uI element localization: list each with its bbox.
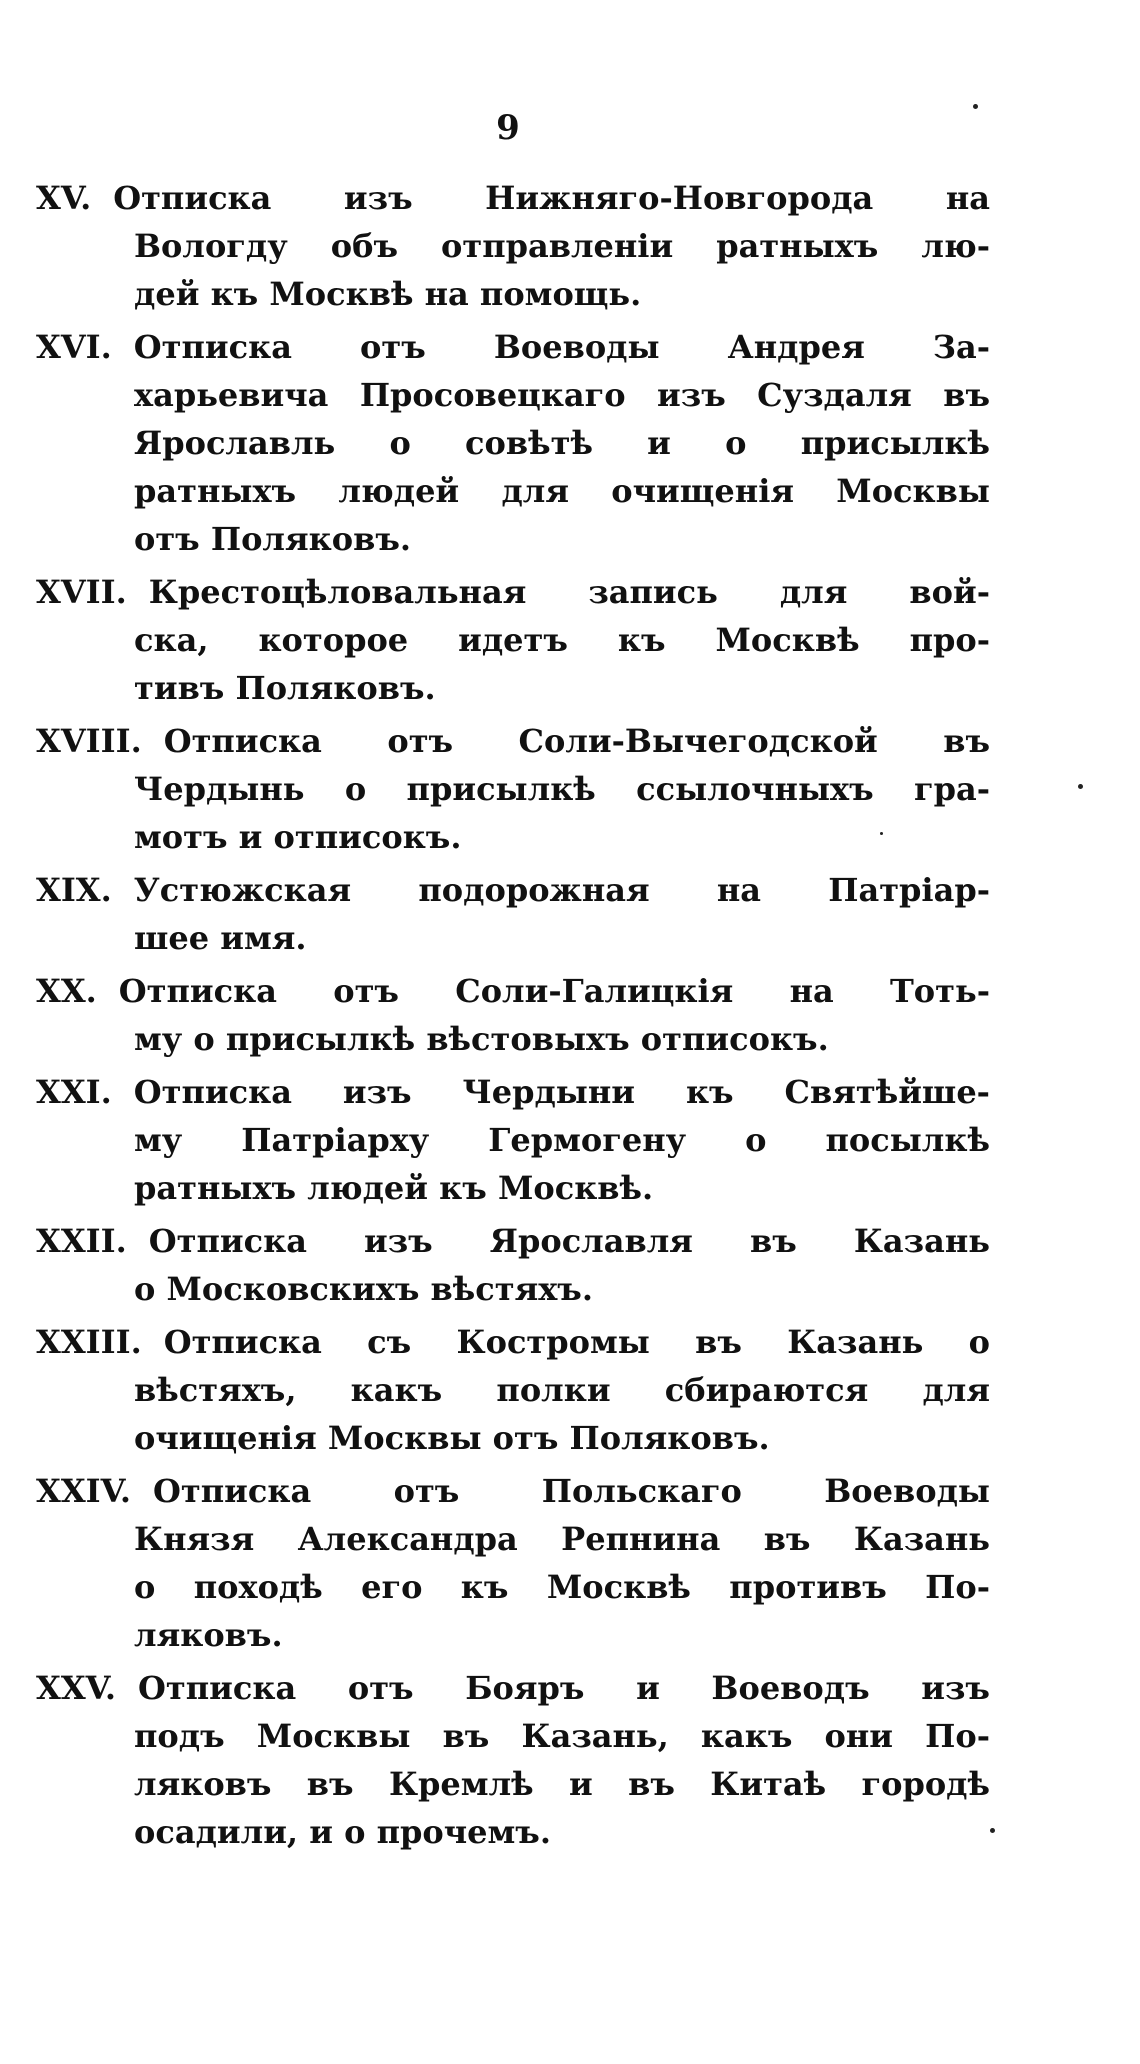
entry-line [36,1366,990,1414]
entry-line [36,616,990,664]
list-item [36,568,990,712]
entry-line [36,568,990,616]
entry-text: Крестоцѣловальная запись для вой- [148,573,990,611]
entry-number: XXIV. [36,1472,131,1510]
entry-text: Отписка изъ Чердыни къ Святѣйше- [133,1073,990,1111]
print-speck [880,832,883,835]
entry-text: очищенія Москвы отъ Поляковъ. [134,1419,770,1457]
print-speck [973,104,978,109]
entry-text: дей къ Москвѣ на помощь. [134,275,642,313]
entry-text: Вологду объ отправленіи ратныхъ лю- [134,227,990,265]
entry-text: Отписка съ Костромы въ Казань о [163,1323,990,1361]
list-item [36,1318,990,1462]
entry-text: мотъ и отписокъ. [134,818,462,856]
entry-text: шее имя. [134,919,307,957]
entry-text: тивъ Поляковъ. [134,669,436,707]
entry-line [36,1664,990,1712]
entry-text: ратныхъ людей для очищенія Москвы [134,472,990,510]
table-of-contents [36,174,990,1861]
entry-number: XIX. [36,871,112,909]
entry-line [36,866,990,914]
entry-line [36,1265,990,1313]
list-item [36,1217,990,1313]
entry-number: XV. [36,179,92,217]
entry-text: Отписка отъ Польскаго Воеводы [153,1472,990,1510]
list-item [36,174,990,318]
entry-line [36,1808,990,1856]
print-speck [990,1828,995,1833]
entry-line [36,664,990,712]
entry-text: Чердынь о присылкѣ ссылочныхъ гра- [134,770,990,808]
list-item [36,967,990,1063]
entry-text: Отписка отъ Соли-Вычегодской въ [163,722,990,760]
entry-line [36,1712,990,1760]
entry-line [36,1116,990,1164]
entry-text: Отписка отъ Бояръ и Воеводъ изъ [138,1669,990,1707]
entry-text: подъ Москвы въ Казань, какъ они По- [134,1717,990,1755]
entry-line [36,717,990,765]
entry-text: Отписка изъ Нижняго-Новгорода на [113,179,990,217]
entry-number: XXI. [36,1073,112,1111]
entry-number: XVI. [36,328,112,366]
entry-line [36,270,990,318]
entry-line [36,222,990,270]
list-item [36,717,990,861]
entry-number: XVIII. [36,722,142,760]
entry-text: харьевича Просовецкаго изъ Суздаля въ [134,376,990,414]
entry-number: XXIII. [36,1323,142,1361]
entry-text: ляковъ въ Кремлѣ и въ Китаѣ городѣ [134,1765,990,1803]
list-item [36,323,990,563]
entry-line [36,1164,990,1212]
entry-text: му о присылкѣ вѣстовыхъ отписокъ. [134,1020,829,1058]
entry-number: XXV. [36,1669,117,1707]
entry-text: Князя Александра Репнина въ Казань [134,1520,990,1558]
entry-text: ска, которое идетъ къ Москвѣ про- [134,621,990,659]
entry-text: вѣстяхъ, какъ полки сбираются для [134,1371,990,1409]
entry-line [36,1318,990,1366]
entry-line [36,371,990,419]
entry-line [36,765,990,813]
entry-number: XX. [36,972,97,1010]
entry-number: XXII. [36,1222,127,1260]
entry-text: о походѣ его къ Москвѣ противъ По- [134,1568,990,1606]
entry-line [36,967,990,1015]
entry-line [36,515,990,563]
list-item [36,1068,990,1212]
print-speck [1078,784,1083,789]
entry-text: му Патріарху Гермогену о посылкѣ [134,1121,990,1159]
entry-line [36,1760,990,1808]
entry-text: Ярославль о совѣтѣ и о присылкѣ [134,424,990,462]
entry-text: Отписка отъ Воеводы Андрея За- [133,328,990,366]
entry-line [36,1467,990,1515]
entry-line [36,174,990,222]
entry-line [36,1515,990,1563]
entry-text: ратныхъ людей къ Москвѣ. [134,1169,654,1207]
entry-text: отъ Поляковъ. [134,520,411,558]
entry-text: Отписка отъ Соли-Галицкія на Тоть- [118,972,990,1010]
list-item [36,1467,990,1659]
entry-line [36,1015,990,1063]
entry-text: ляковъ. [134,1616,283,1654]
entry-line [36,1563,990,1611]
entry-line [36,914,990,962]
page-number: 9 [496,108,520,148]
entry-line [36,1611,990,1659]
entry-line [36,1414,990,1462]
list-item [36,866,990,962]
entry-text: о Московскихъ вѣстяхъ. [134,1270,593,1308]
entry-text: Устюжская подорожная на Патріар- [133,871,990,909]
entry-line [36,1217,990,1265]
entry-text: осадили, и о прочемъ. [134,1813,551,1851]
entry-number: XVII. [36,573,127,611]
entry-line [36,467,990,515]
list-item [36,1664,990,1856]
entry-text: Отписка изъ Ярославля въ Казань [148,1222,990,1260]
entry-line [36,813,990,861]
entry-line [36,419,990,467]
entry-line [36,1068,990,1116]
entry-line [36,323,990,371]
